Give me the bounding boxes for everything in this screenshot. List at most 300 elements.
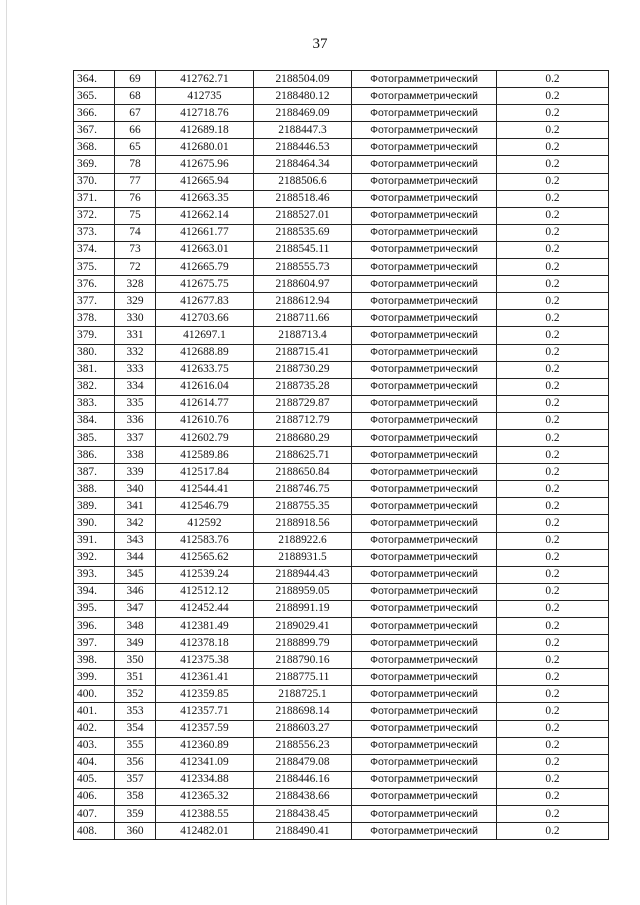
method-cell: Фотограмметрический bbox=[352, 105, 497, 122]
accuracy-cell: 0.2 bbox=[497, 122, 609, 139]
y-coordinate-cell: 2188931.5 bbox=[254, 549, 352, 566]
x-coordinate-cell: 412718.76 bbox=[156, 105, 254, 122]
method-cell: Фотограмметрический bbox=[352, 190, 497, 207]
point-number-cell: 351 bbox=[115, 669, 156, 686]
row-number-cell: 407. bbox=[74, 806, 115, 823]
method-cell: Фотограмметрический bbox=[352, 139, 497, 156]
y-coordinate-cell: 2188480.12 bbox=[254, 88, 352, 105]
x-coordinate-cell: 412334.88 bbox=[156, 771, 254, 788]
accuracy-cell: 0.2 bbox=[497, 754, 609, 771]
accuracy-cell: 0.2 bbox=[497, 259, 609, 276]
x-coordinate-cell: 412388.55 bbox=[156, 806, 254, 823]
y-coordinate-cell: 2188746.75 bbox=[254, 481, 352, 498]
accuracy-cell: 0.2 bbox=[497, 88, 609, 105]
accuracy-cell: 0.2 bbox=[497, 635, 609, 652]
method-cell: Фотограмметрический bbox=[352, 327, 497, 344]
method-cell: Фотограмметрический bbox=[352, 276, 497, 293]
point-number-cell: 330 bbox=[115, 310, 156, 327]
y-coordinate-cell: 2188775.11 bbox=[254, 669, 352, 686]
x-coordinate-cell: 412375.38 bbox=[156, 652, 254, 669]
table-row bbox=[74, 669, 609, 686]
x-coordinate-cell: 412357.59 bbox=[156, 720, 254, 737]
point-number-cell: 73 bbox=[115, 241, 156, 258]
table-row bbox=[74, 652, 609, 669]
row-number-cell: 377. bbox=[74, 293, 115, 310]
row-number-cell: 392. bbox=[74, 549, 115, 566]
y-coordinate-cell: 2188711.66 bbox=[254, 310, 352, 327]
method-cell: Фотограмметрический bbox=[352, 344, 497, 361]
method-cell: Фотограмметрический bbox=[352, 293, 497, 310]
row-number-cell: 389. bbox=[74, 498, 115, 515]
y-coordinate-cell: 2188603.27 bbox=[254, 720, 352, 737]
accuracy-cell: 0.2 bbox=[497, 344, 609, 361]
y-coordinate-cell: 2188604.97 bbox=[254, 276, 352, 293]
point-number-cell: 346 bbox=[115, 583, 156, 600]
method-cell: Фотограмметрический bbox=[352, 412, 497, 429]
point-number-cell: 335 bbox=[115, 395, 156, 412]
row-number-cell: 383. bbox=[74, 395, 115, 412]
table-row bbox=[74, 122, 609, 139]
page-number: 37 bbox=[312, 36, 328, 52]
table-row bbox=[74, 771, 609, 788]
accuracy-cell: 0.2 bbox=[497, 600, 609, 617]
y-coordinate-cell: 2188535.69 bbox=[254, 224, 352, 241]
table-row bbox=[74, 259, 609, 276]
y-coordinate-cell: 2188922.6 bbox=[254, 532, 352, 549]
x-coordinate-cell: 412677.83 bbox=[156, 293, 254, 310]
x-coordinate-cell: 412703.66 bbox=[156, 310, 254, 327]
method-cell: Фотограмметрический bbox=[352, 310, 497, 327]
x-coordinate-cell: 412583.76 bbox=[156, 532, 254, 549]
row-number-cell: 405. bbox=[74, 771, 115, 788]
row-number-cell: 384. bbox=[74, 412, 115, 429]
method-cell: Фотограмметрический bbox=[352, 395, 497, 412]
accuracy-cell: 0.2 bbox=[497, 583, 609, 600]
y-coordinate-cell: 2188755.35 bbox=[254, 498, 352, 515]
accuracy-cell: 0.2 bbox=[497, 139, 609, 156]
accuracy-cell: 0.2 bbox=[497, 207, 609, 224]
accuracy-cell: 0.2 bbox=[497, 395, 609, 412]
method-cell: Фотограмметрический bbox=[352, 498, 497, 515]
y-coordinate-cell: 2188438.45 bbox=[254, 806, 352, 823]
point-number-cell: 332 bbox=[115, 344, 156, 361]
method-cell: Фотограмметрический bbox=[352, 788, 497, 805]
x-coordinate-cell: 412512.12 bbox=[156, 583, 254, 600]
row-number-cell: 373. bbox=[74, 224, 115, 241]
table-row bbox=[74, 310, 609, 327]
row-number-cell: 387. bbox=[74, 464, 115, 481]
point-number-cell: 75 bbox=[115, 207, 156, 224]
x-coordinate-cell: 412592 bbox=[156, 515, 254, 532]
point-number-cell: 360 bbox=[115, 823, 156, 840]
table-row bbox=[74, 686, 609, 703]
method-cell: Фотограмметрический bbox=[352, 241, 497, 258]
row-number-cell: 378. bbox=[74, 310, 115, 327]
row-number-cell: 404. bbox=[74, 754, 115, 771]
x-coordinate-cell: 412359.85 bbox=[156, 686, 254, 703]
row-number-cell: 374. bbox=[74, 241, 115, 258]
method-cell: Фотограмметрический bbox=[352, 703, 497, 720]
method-cell: Фотограмметрический bbox=[352, 635, 497, 652]
accuracy-cell: 0.2 bbox=[497, 464, 609, 481]
point-number-cell: 339 bbox=[115, 464, 156, 481]
table-row bbox=[74, 464, 609, 481]
x-coordinate-cell: 412697.1 bbox=[156, 327, 254, 344]
point-number-cell: 344 bbox=[115, 549, 156, 566]
y-coordinate-cell: 2188730.29 bbox=[254, 361, 352, 378]
row-number-cell: 402. bbox=[74, 720, 115, 737]
table-row bbox=[74, 823, 609, 840]
table-row bbox=[74, 618, 609, 635]
accuracy-cell: 0.2 bbox=[497, 190, 609, 207]
accuracy-cell: 0.2 bbox=[497, 652, 609, 669]
accuracy-cell: 0.2 bbox=[497, 378, 609, 395]
row-number-cell: 396. bbox=[74, 618, 115, 635]
row-number-cell: 406. bbox=[74, 788, 115, 805]
accuracy-cell: 0.2 bbox=[497, 293, 609, 310]
accuracy-cell: 0.2 bbox=[497, 788, 609, 805]
accuracy-cell: 0.2 bbox=[497, 532, 609, 549]
point-number-cell: 337 bbox=[115, 429, 156, 446]
table-row bbox=[74, 703, 609, 720]
row-number-cell: 376. bbox=[74, 276, 115, 293]
y-coordinate-cell: 2188735.28 bbox=[254, 378, 352, 395]
accuracy-cell: 0.2 bbox=[497, 549, 609, 566]
method-cell: Фотограмметрический bbox=[352, 652, 497, 669]
x-coordinate-cell: 412381.49 bbox=[156, 618, 254, 635]
accuracy-cell: 0.2 bbox=[497, 173, 609, 190]
point-number-cell: 72 bbox=[115, 259, 156, 276]
method-cell: Фотограмметрический bbox=[352, 549, 497, 566]
y-coordinate-cell: 2188790.16 bbox=[254, 652, 352, 669]
table-row bbox=[74, 566, 609, 583]
accuracy-cell: 0.2 bbox=[497, 429, 609, 446]
point-number-cell: 69 bbox=[115, 71, 156, 88]
point-number-cell: 358 bbox=[115, 788, 156, 805]
x-coordinate-cell: 412517.84 bbox=[156, 464, 254, 481]
table-row bbox=[74, 139, 609, 156]
y-coordinate-cell: 2188545.11 bbox=[254, 241, 352, 258]
method-cell: Фотограмметрический bbox=[352, 429, 497, 446]
row-number-cell: 400. bbox=[74, 686, 115, 703]
x-coordinate-cell: 412365.32 bbox=[156, 788, 254, 805]
point-number-cell: 77 bbox=[115, 173, 156, 190]
method-cell: Фотограмметрический bbox=[352, 600, 497, 617]
x-coordinate-cell: 412665.79 bbox=[156, 259, 254, 276]
table-row bbox=[74, 583, 609, 600]
method-cell: Фотограмметрический bbox=[352, 156, 497, 173]
x-coordinate-cell: 412680.01 bbox=[156, 139, 254, 156]
table-row bbox=[74, 224, 609, 241]
x-coordinate-cell: 412735 bbox=[156, 88, 254, 105]
y-coordinate-cell: 2188991.19 bbox=[254, 600, 352, 617]
y-coordinate-cell: 2188469.09 bbox=[254, 105, 352, 122]
table-row bbox=[74, 344, 609, 361]
method-cell: Фотограмметрический bbox=[352, 669, 497, 686]
x-coordinate-cell: 412539.24 bbox=[156, 566, 254, 583]
x-coordinate-cell: 412662.14 bbox=[156, 207, 254, 224]
method-cell: Фотограмметрический bbox=[352, 361, 497, 378]
x-coordinate-cell: 412378.18 bbox=[156, 635, 254, 652]
x-coordinate-cell: 412357.71 bbox=[156, 703, 254, 720]
method-cell: Фотограмметрический bbox=[352, 173, 497, 190]
point-number-cell: 66 bbox=[115, 122, 156, 139]
row-number-cell: 368. bbox=[74, 139, 115, 156]
y-coordinate-cell: 2188490.41 bbox=[254, 823, 352, 840]
point-number-cell: 65 bbox=[115, 139, 156, 156]
y-coordinate-cell: 2188680.29 bbox=[254, 429, 352, 446]
row-number-cell: 401. bbox=[74, 703, 115, 720]
y-coordinate-cell: 2188918.56 bbox=[254, 515, 352, 532]
x-coordinate-cell: 412452.44 bbox=[156, 600, 254, 617]
row-number-cell: 398. bbox=[74, 652, 115, 669]
table-row bbox=[74, 71, 609, 88]
table-row bbox=[74, 105, 609, 122]
point-number-cell: 347 bbox=[115, 600, 156, 617]
point-number-cell: 350 bbox=[115, 652, 156, 669]
method-cell: Фотограмметрический bbox=[352, 378, 497, 395]
accuracy-cell: 0.2 bbox=[497, 327, 609, 344]
row-number-cell: 369. bbox=[74, 156, 115, 173]
x-coordinate-cell: 412675.75 bbox=[156, 276, 254, 293]
x-coordinate-cell: 412661.77 bbox=[156, 224, 254, 241]
row-number-cell: 397. bbox=[74, 635, 115, 652]
method-cell: Фотограмметрический bbox=[352, 771, 497, 788]
point-number-cell: 352 bbox=[115, 686, 156, 703]
y-coordinate-cell: 2188650.84 bbox=[254, 464, 352, 481]
accuracy-cell: 0.2 bbox=[497, 241, 609, 258]
y-coordinate-cell: 2188899.79 bbox=[254, 635, 352, 652]
row-number-cell: 395. bbox=[74, 600, 115, 617]
x-coordinate-cell: 412360.89 bbox=[156, 737, 254, 754]
accuracy-cell: 0.2 bbox=[497, 498, 609, 515]
y-coordinate-cell: 2188518.46 bbox=[254, 190, 352, 207]
y-coordinate-cell: 2188556.23 bbox=[254, 737, 352, 754]
accuracy-cell: 0.2 bbox=[497, 71, 609, 88]
point-number-cell: 356 bbox=[115, 754, 156, 771]
y-coordinate-cell: 2188479.08 bbox=[254, 754, 352, 771]
method-cell: Фотограмметрический bbox=[352, 207, 497, 224]
method-cell: Фотограмметрический bbox=[352, 583, 497, 600]
point-number-cell: 338 bbox=[115, 447, 156, 464]
point-number-cell: 76 bbox=[115, 190, 156, 207]
y-coordinate-cell: 2188527.01 bbox=[254, 207, 352, 224]
y-coordinate-cell: 2188446.53 bbox=[254, 139, 352, 156]
method-cell: Фотограмметрический bbox=[352, 618, 497, 635]
point-number-cell: 355 bbox=[115, 737, 156, 754]
method-cell: Фотограмметрический bbox=[352, 88, 497, 105]
x-coordinate-cell: 412633.75 bbox=[156, 361, 254, 378]
table-row bbox=[74, 361, 609, 378]
point-number-cell: 329 bbox=[115, 293, 156, 310]
method-cell: Фотограмметрический bbox=[352, 71, 497, 88]
point-number-cell: 331 bbox=[115, 327, 156, 344]
y-coordinate-cell: 2188612.94 bbox=[254, 293, 352, 310]
accuracy-cell: 0.2 bbox=[497, 720, 609, 737]
table-row bbox=[74, 481, 609, 498]
method-cell: Фотограмметрический bbox=[352, 259, 497, 276]
point-number-cell: 359 bbox=[115, 806, 156, 823]
accuracy-cell: 0.2 bbox=[497, 224, 609, 241]
y-coordinate-cell: 2188446.16 bbox=[254, 771, 352, 788]
row-number-cell: 403. bbox=[74, 737, 115, 754]
y-coordinate-cell: 2188959.05 bbox=[254, 583, 352, 600]
accuracy-cell: 0.2 bbox=[497, 515, 609, 532]
accuracy-cell: 0.2 bbox=[497, 310, 609, 327]
point-number-cell: 343 bbox=[115, 532, 156, 549]
row-number-cell: 371. bbox=[74, 190, 115, 207]
accuracy-cell: 0.2 bbox=[497, 566, 609, 583]
row-number-cell: 388. bbox=[74, 481, 115, 498]
x-coordinate-cell: 412663.01 bbox=[156, 241, 254, 258]
y-coordinate-cell: 2188555.73 bbox=[254, 259, 352, 276]
row-number-cell: 391. bbox=[74, 532, 115, 549]
point-number-cell: 357 bbox=[115, 771, 156, 788]
table-row bbox=[74, 293, 609, 310]
table-row bbox=[74, 173, 609, 190]
scan-edge-line bbox=[6, 0, 7, 905]
accuracy-cell: 0.2 bbox=[497, 669, 609, 686]
table-row bbox=[74, 754, 609, 771]
method-cell: Фотограмметрический bbox=[352, 686, 497, 703]
accuracy-cell: 0.2 bbox=[497, 156, 609, 173]
y-coordinate-cell: 2188447.3 bbox=[254, 122, 352, 139]
method-cell: Фотограмметрический bbox=[352, 515, 497, 532]
x-coordinate-cell: 412589.86 bbox=[156, 447, 254, 464]
point-number-cell: 68 bbox=[115, 88, 156, 105]
x-coordinate-cell: 412610.76 bbox=[156, 412, 254, 429]
coordinates-table bbox=[73, 70, 609, 840]
point-number-cell: 349 bbox=[115, 635, 156, 652]
row-number-cell: 385. bbox=[74, 429, 115, 446]
y-coordinate-cell: 2188712.79 bbox=[254, 412, 352, 429]
y-coordinate-cell: 2188506.6 bbox=[254, 173, 352, 190]
table-row bbox=[74, 241, 609, 258]
accuracy-cell: 0.2 bbox=[497, 618, 609, 635]
row-number-cell: 379. bbox=[74, 327, 115, 344]
point-number-cell: 67 bbox=[115, 105, 156, 122]
table-row bbox=[74, 429, 609, 446]
point-number-cell: 341 bbox=[115, 498, 156, 515]
x-coordinate-cell: 412762.71 bbox=[156, 71, 254, 88]
y-coordinate-cell: 2188698.14 bbox=[254, 703, 352, 720]
x-coordinate-cell: 412482.01 bbox=[156, 823, 254, 840]
point-number-cell: 333 bbox=[115, 361, 156, 378]
point-number-cell: 348 bbox=[115, 618, 156, 635]
table-row bbox=[74, 395, 609, 412]
point-number-cell: 342 bbox=[115, 515, 156, 532]
accuracy-cell: 0.2 bbox=[497, 823, 609, 840]
table-row bbox=[74, 788, 609, 805]
row-number-cell: 372. bbox=[74, 207, 115, 224]
y-coordinate-cell: 2188725.1 bbox=[254, 686, 352, 703]
table-row bbox=[74, 276, 609, 293]
table-row bbox=[74, 412, 609, 429]
row-number-cell: 381. bbox=[74, 361, 115, 378]
method-cell: Фотограмметрический bbox=[352, 464, 497, 481]
accuracy-cell: 0.2 bbox=[497, 703, 609, 720]
accuracy-cell: 0.2 bbox=[497, 686, 609, 703]
x-coordinate-cell: 412565.62 bbox=[156, 549, 254, 566]
table-row bbox=[74, 498, 609, 515]
row-number-cell: 390. bbox=[74, 515, 115, 532]
method-cell: Фотограмметрический bbox=[352, 122, 497, 139]
y-coordinate-cell: 2188464.34 bbox=[254, 156, 352, 173]
accuracy-cell: 0.2 bbox=[497, 361, 609, 378]
y-coordinate-cell: 2188438.66 bbox=[254, 788, 352, 805]
row-number-cell: 375. bbox=[74, 259, 115, 276]
point-number-cell: 334 bbox=[115, 378, 156, 395]
x-coordinate-cell: 412341.09 bbox=[156, 754, 254, 771]
x-coordinate-cell: 412689.18 bbox=[156, 122, 254, 139]
row-number-cell: 382. bbox=[74, 378, 115, 395]
accuracy-cell: 0.2 bbox=[497, 806, 609, 823]
point-number-cell: 78 bbox=[115, 156, 156, 173]
table-row bbox=[74, 378, 609, 395]
table-row bbox=[74, 806, 609, 823]
table-row bbox=[74, 156, 609, 173]
y-coordinate-cell: 2189029.41 bbox=[254, 618, 352, 635]
method-cell: Фотограмметрический bbox=[352, 737, 497, 754]
method-cell: Фотограмметрический bbox=[352, 566, 497, 583]
point-number-cell: 354 bbox=[115, 720, 156, 737]
table-row bbox=[74, 515, 609, 532]
accuracy-cell: 0.2 bbox=[497, 447, 609, 464]
y-coordinate-cell: 2188729.87 bbox=[254, 395, 352, 412]
method-cell: Фотограмметрический bbox=[352, 481, 497, 498]
table-row bbox=[74, 207, 609, 224]
accuracy-cell: 0.2 bbox=[497, 105, 609, 122]
row-number-cell: 380. bbox=[74, 344, 115, 361]
row-number-cell: 367. bbox=[74, 122, 115, 139]
row-number-cell: 365. bbox=[74, 88, 115, 105]
table-row bbox=[74, 635, 609, 652]
table-row bbox=[74, 190, 609, 207]
row-number-cell: 364. bbox=[74, 71, 115, 88]
x-coordinate-cell: 412616.04 bbox=[156, 378, 254, 395]
coordinates-table-body bbox=[74, 71, 609, 840]
row-number-cell: 399. bbox=[74, 669, 115, 686]
point-number-cell: 74 bbox=[115, 224, 156, 241]
x-coordinate-cell: 412614.77 bbox=[156, 395, 254, 412]
table-row bbox=[74, 600, 609, 617]
table-row bbox=[74, 737, 609, 754]
row-number-cell: 386. bbox=[74, 447, 115, 464]
table-row bbox=[74, 720, 609, 737]
table-row bbox=[74, 88, 609, 105]
table-row bbox=[74, 447, 609, 464]
point-number-cell: 328 bbox=[115, 276, 156, 293]
point-number-cell: 353 bbox=[115, 703, 156, 720]
x-coordinate-cell: 412361.41 bbox=[156, 669, 254, 686]
method-cell: Фотограмметрический bbox=[352, 720, 497, 737]
x-coordinate-cell: 412544.41 bbox=[156, 481, 254, 498]
method-cell: Фотограмметрический bbox=[352, 532, 497, 549]
accuracy-cell: 0.2 bbox=[497, 737, 609, 754]
point-number-cell: 340 bbox=[115, 481, 156, 498]
x-coordinate-cell: 412675.96 bbox=[156, 156, 254, 173]
method-cell: Фотограмметрический bbox=[352, 823, 497, 840]
x-coordinate-cell: 412546.79 bbox=[156, 498, 254, 515]
row-number-cell: 370. bbox=[74, 173, 115, 190]
y-coordinate-cell: 2188715.41 bbox=[254, 344, 352, 361]
accuracy-cell: 0.2 bbox=[497, 412, 609, 429]
y-coordinate-cell: 2188713.4 bbox=[254, 327, 352, 344]
row-number-cell: 366. bbox=[74, 105, 115, 122]
x-coordinate-cell: 412602.79 bbox=[156, 429, 254, 446]
row-number-cell: 394. bbox=[74, 583, 115, 600]
table-row bbox=[74, 327, 609, 344]
